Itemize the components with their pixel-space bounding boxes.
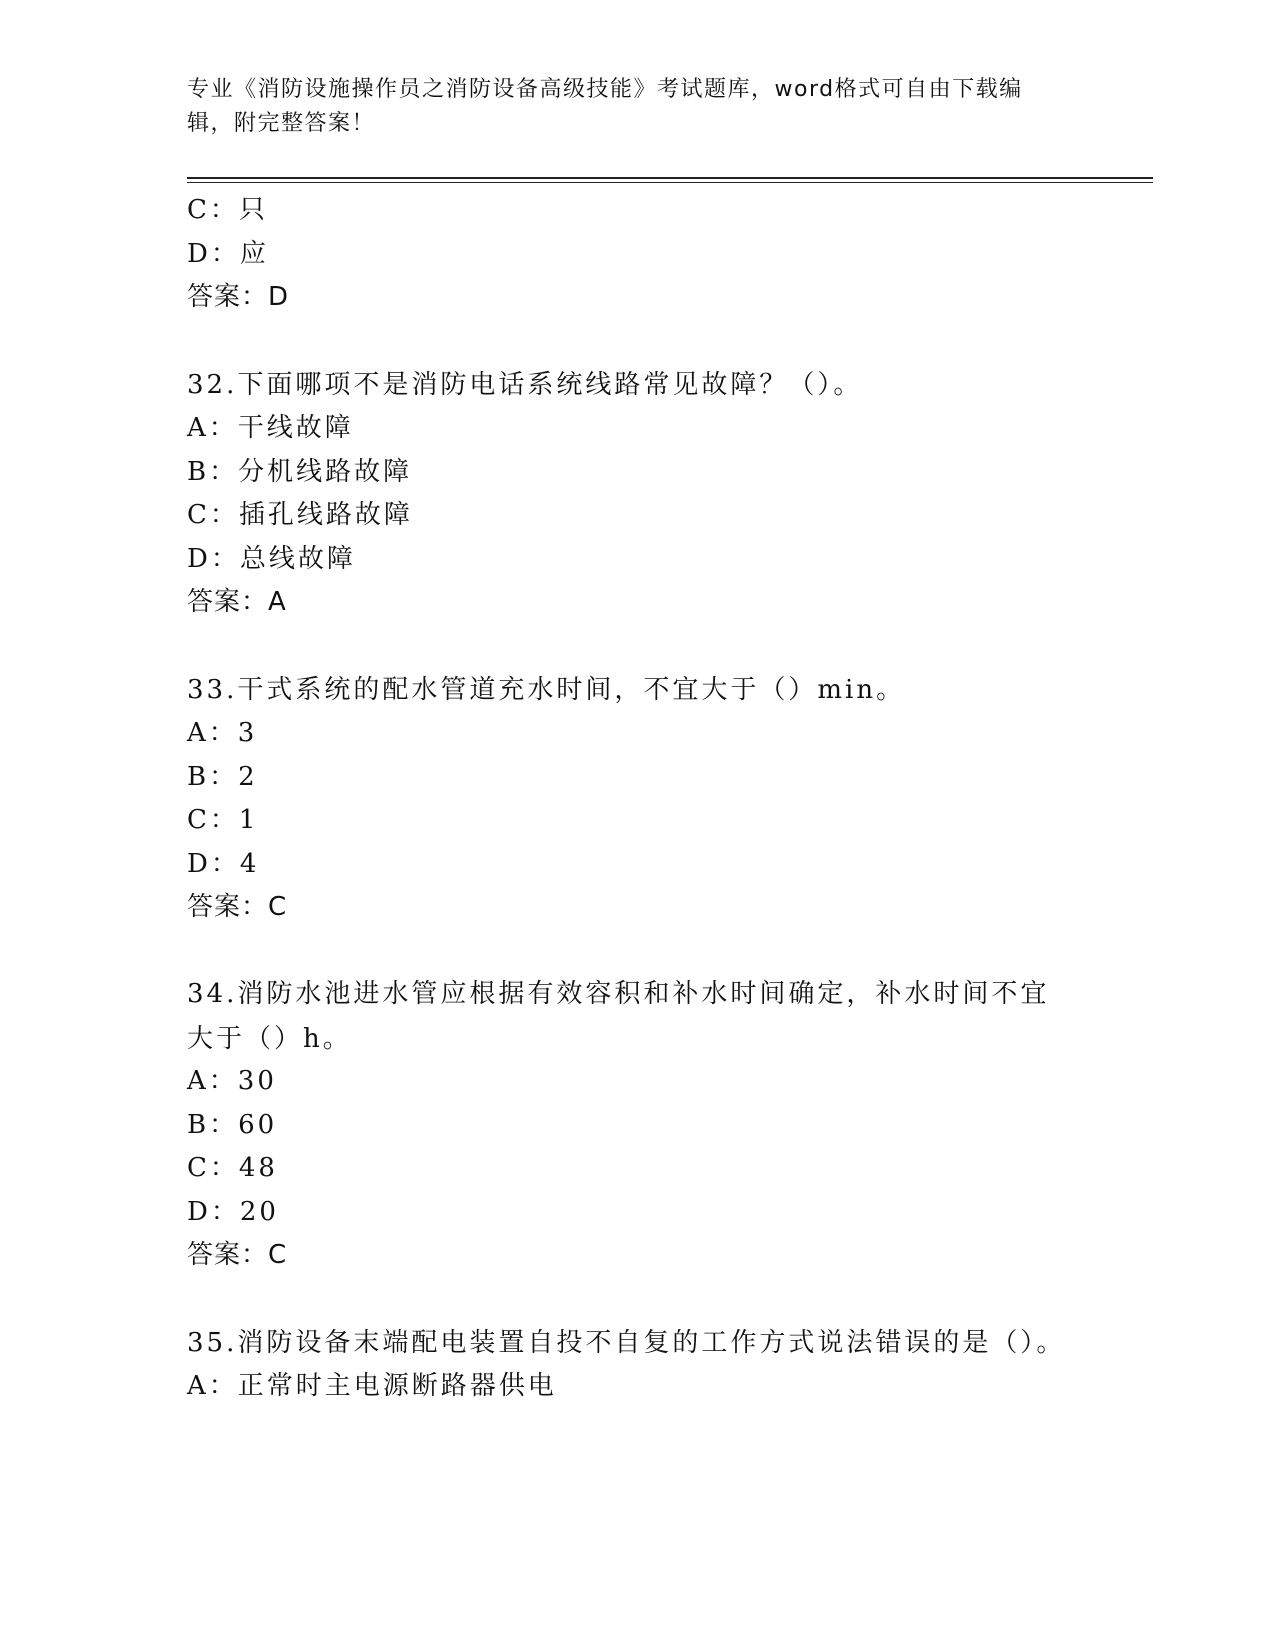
- option-d: D：4: [187, 849, 260, 879]
- option-c: C：48: [187, 1153, 278, 1183]
- option-d: D：总线故障: [187, 544, 356, 574]
- option-b: B：分机线路故障: [187, 457, 413, 487]
- option-b: B：2: [187, 762, 258, 792]
- option-c: C：插孔线路故障: [187, 500, 413, 530]
- option-c: C：1: [187, 805, 259, 835]
- answer-line: 答案：D: [187, 282, 290, 312]
- option-a: A：3: [187, 718, 258, 748]
- option-b: B：60: [187, 1110, 278, 1140]
- question-stem: 34.消防水池进水管应根据有效容积和补水时间确定，补水时间不宜大于（）h。: [187, 979, 1050, 1054]
- option-a: A：30: [187, 1066, 277, 1096]
- header-rule-thick: [187, 177, 1153, 179]
- answer-line: 答案：A: [187, 587, 287, 617]
- question-stem: 35.消防设备末端配电装置自投不自复的工作方式说法错误的是（）。: [187, 1328, 1066, 1358]
- option-d: D：20: [187, 1197, 279, 1227]
- option-a: A：正常时主电源断路器供电: [187, 1371, 557, 1401]
- option-d: D：应: [187, 239, 269, 269]
- option-a: A：干线故障: [187, 413, 354, 443]
- page-header: 专业《消防设施操作员之消防设备高级技能》考试题库，word格式可自由下载编辑，附完整答案！: [187, 77, 1023, 136]
- option-c: C：只: [187, 195, 268, 225]
- answer-line: 答案：C: [187, 892, 288, 922]
- question-stem: 33.干式系统的配水管道充水时间，不宜大于（）min。: [187, 675, 906, 705]
- header-rule-thin: [187, 182, 1153, 183]
- question-stem: 32.下面哪项不是消防电话系统线路常见故障？（）。: [187, 370, 863, 400]
- answer-line: 答案：C: [187, 1240, 288, 1270]
